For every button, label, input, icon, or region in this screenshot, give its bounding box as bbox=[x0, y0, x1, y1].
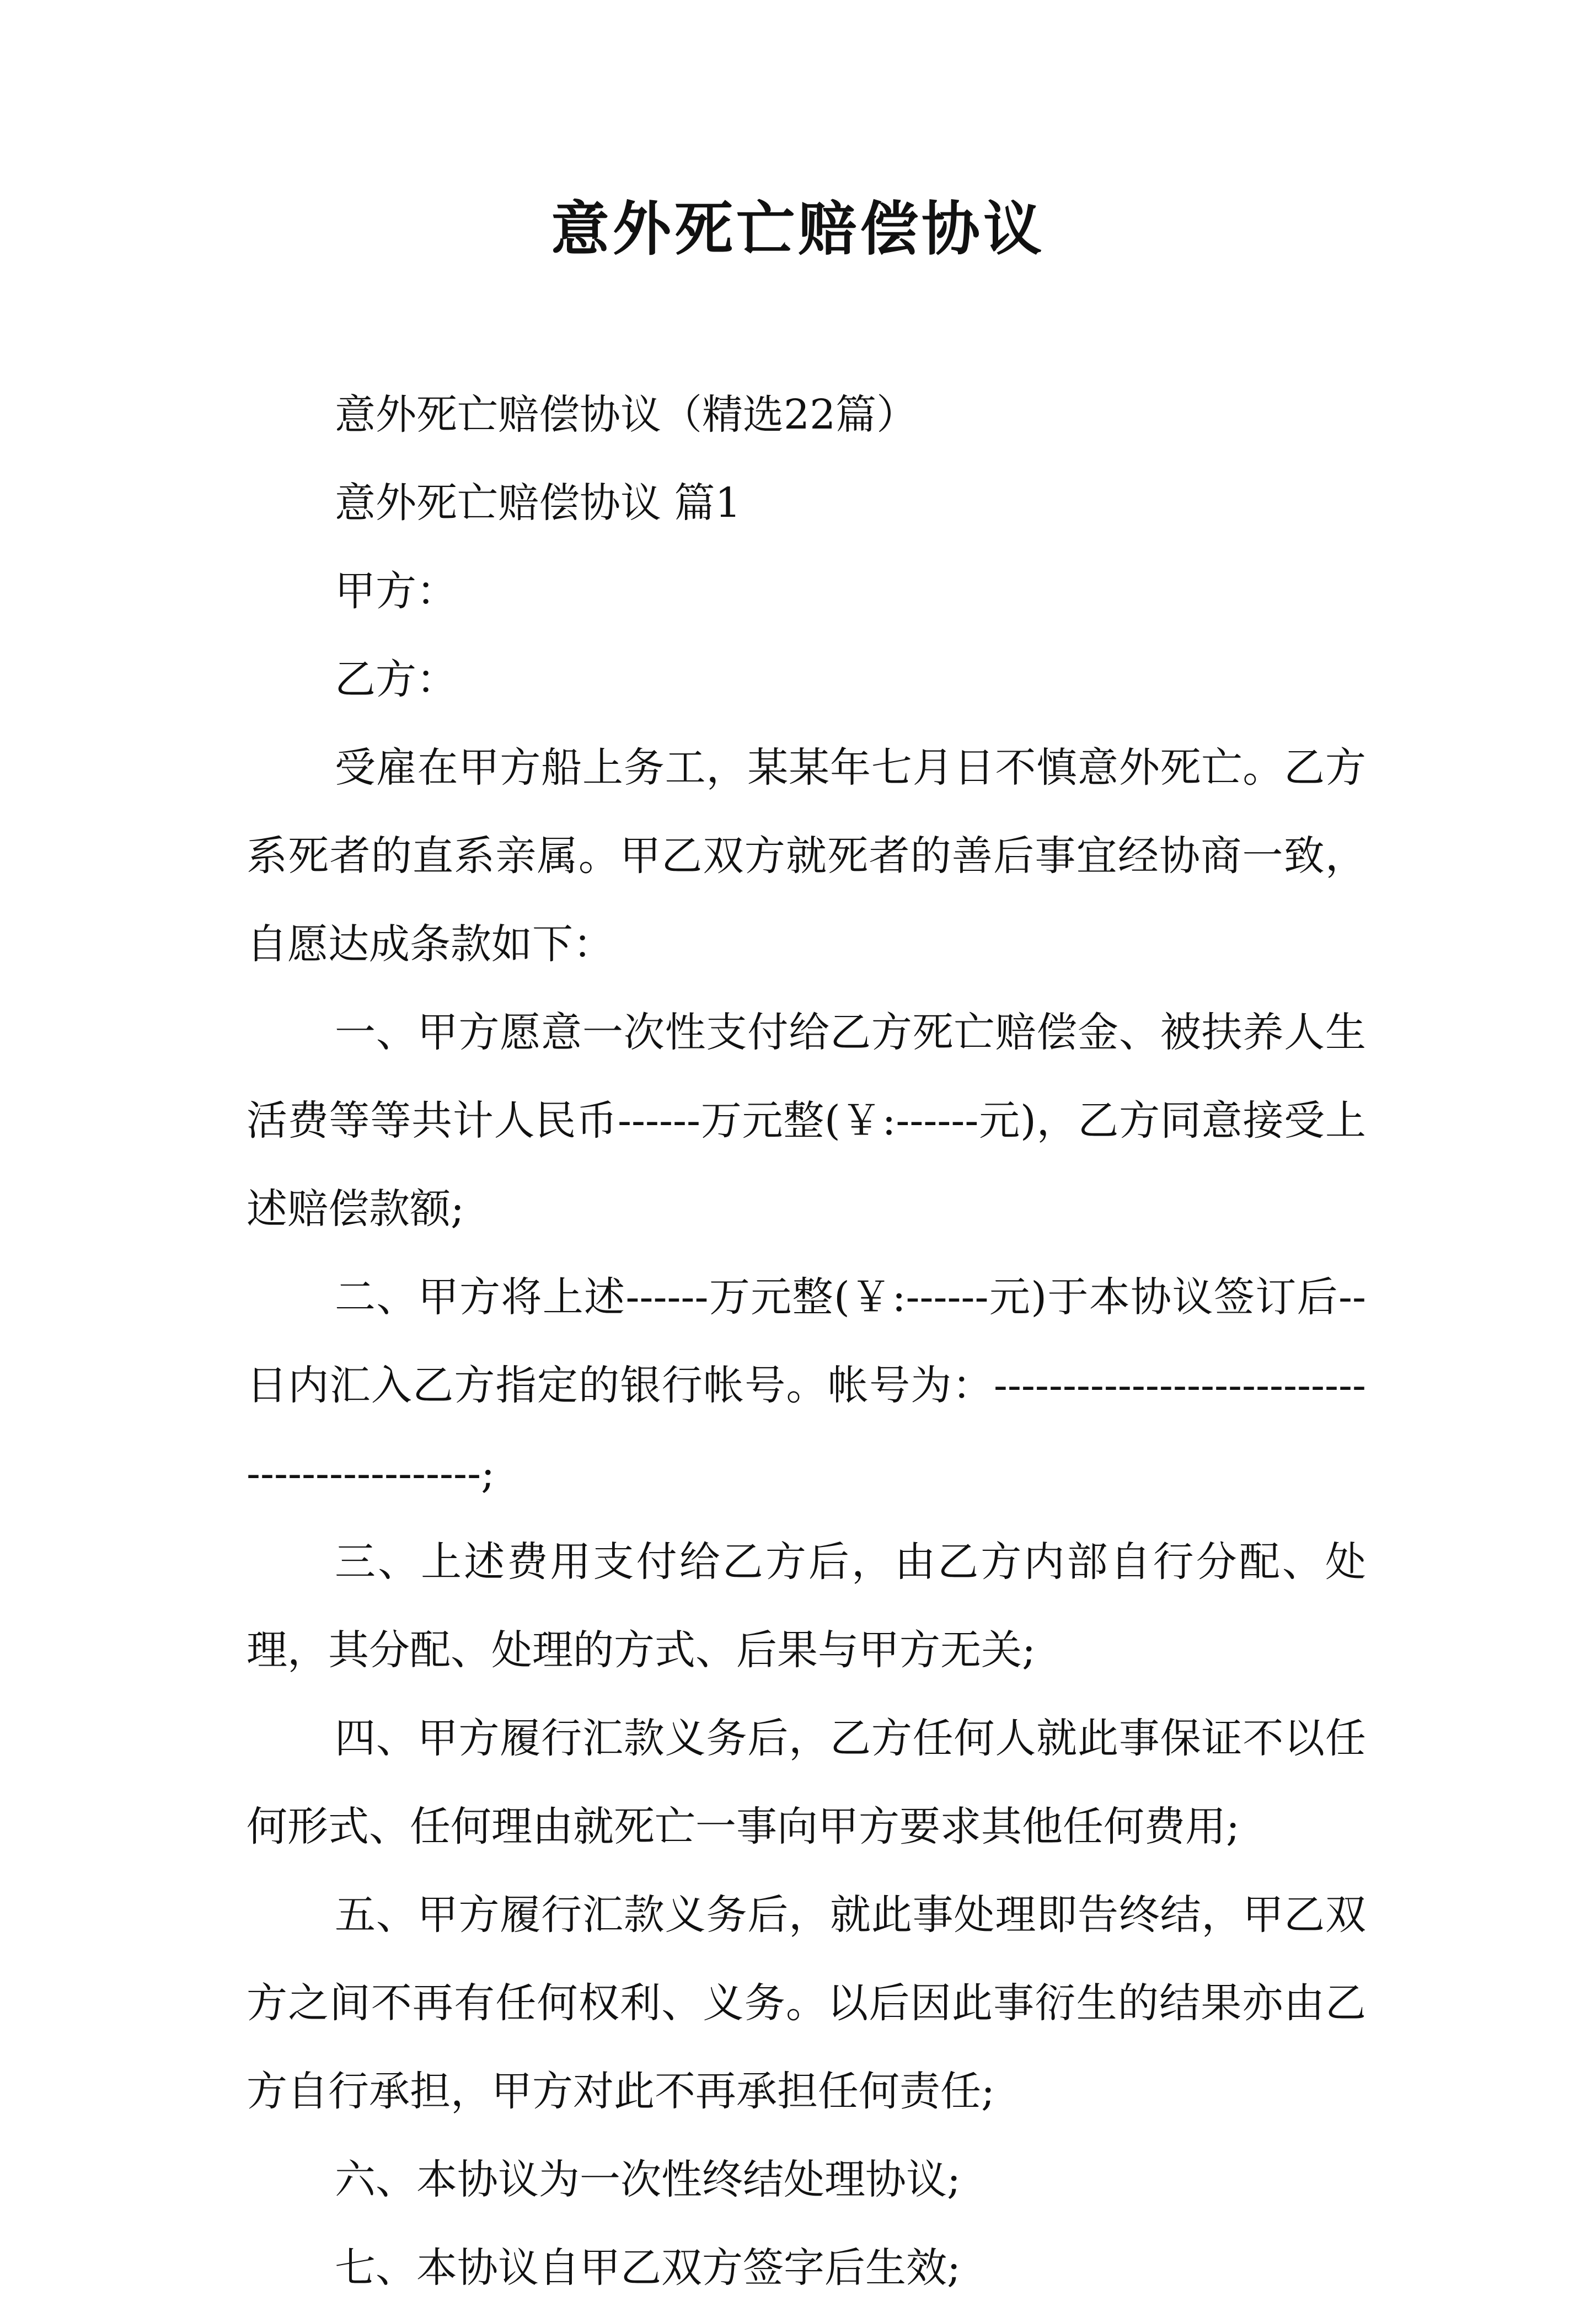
document-body bbox=[247, 371, 1366, 2312]
document-title: 意外死亡赔偿协议 bbox=[551, 194, 1045, 263]
paragraph-section-heading: 意外死亡赔偿协议 篇1 bbox=[335, 479, 741, 527]
paragraph-clause-5: 五、甲方履行汇款义务后，就此事处理即告终结，甲乙双方之间不再有任何权利、义务。以后因此事衍生的结果亦由乙方自行承担，甲方对此不再承担任何责任; bbox=[247, 1891, 1366, 2115]
paragraph-party-a: 甲方： bbox=[335, 568, 457, 615]
paragraph-party-b: 乙方： bbox=[335, 656, 457, 703]
paragraph-clause-4: 四、甲方履行汇款义务后，乙方任何人就此事保证不以任何形式、任何理由就死亡一事向甲方要求其他任何费用; bbox=[247, 1715, 1366, 1850]
paragraph-clause-7: 七、本协议自甲乙双方签字后生效; bbox=[335, 2244, 961, 2292]
paragraph-clause-6: 六、本协议为一次性终结处理协议; bbox=[335, 2156, 961, 2203]
paragraph-clause-1: 一、甲方愿意一次性支付给乙方死亡赔偿金、被扶养人生活费等等共计人民币------万元整(￥:------元)，乙方同意接受上述赔偿款额; bbox=[247, 1009, 1366, 1233]
paragraph-preamble: 受雇在甲方船上务工，某某年七月日不慎意外死亡。乙方系死者的直系亲属。甲乙双方就死者的善后事宜经协商一致，自愿达成条款如下： bbox=[247, 744, 1366, 968]
paragraph-clause-3: 三、上述费用支付给乙方后，由乙方内部自行分配、处理，其分配、处理的方式、后果与甲方无关; bbox=[247, 1538, 1366, 1674]
paragraph-clause-2: 二、甲方将上述------万元整(￥:------元)于本协议签订后--日内汇入乙方指定的银行帐号。帐号为：--------------------------------------------; bbox=[247, 1273, 1366, 1497]
paragraph-subtitle: 意外死亡赔偿协议（精选22篇） bbox=[335, 391, 918, 438]
